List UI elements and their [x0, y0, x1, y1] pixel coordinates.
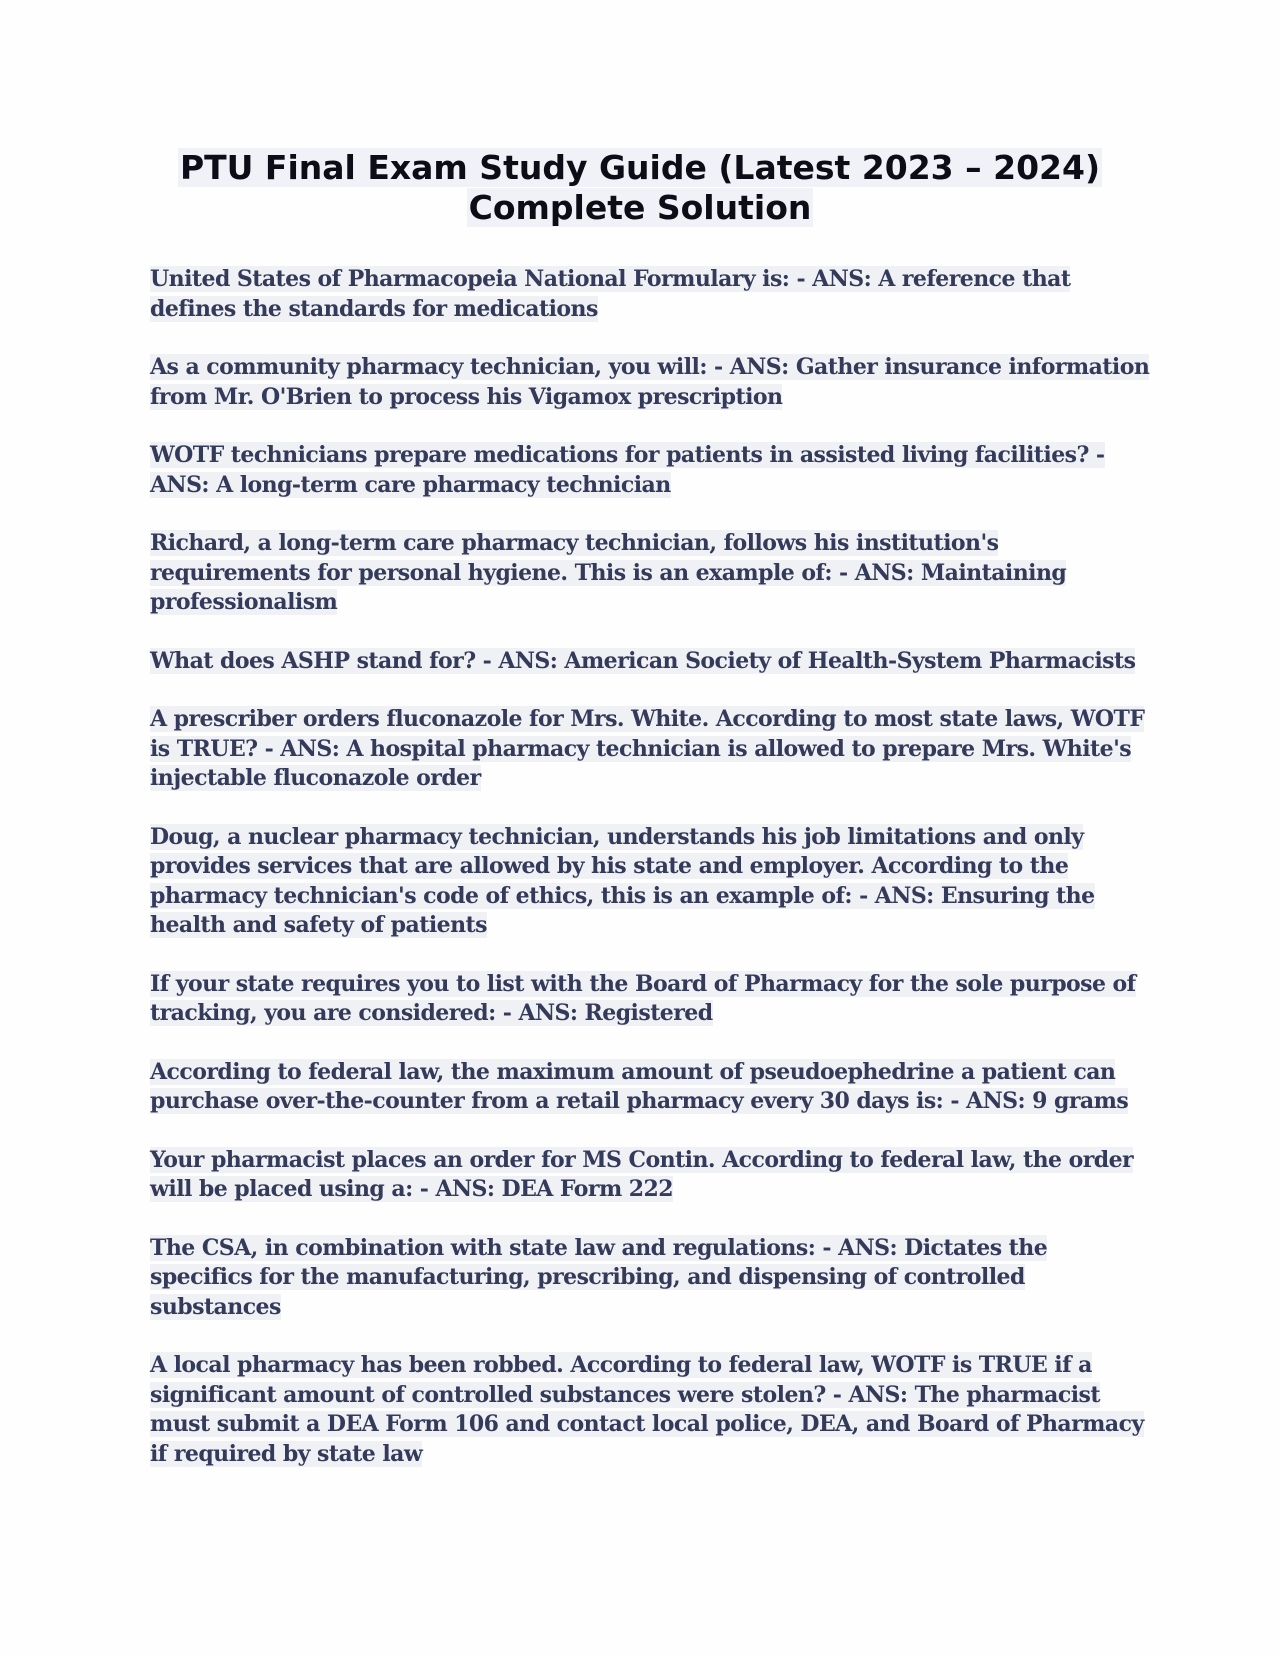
- qa-item: [150, 441, 1150, 500]
- qa-text: Richard, a long-term care pharmacy technician, follows his institution's requirements for personal hygiene. This is an example of: - ANS: Maintaining professionalism: [150, 530, 1067, 615]
- qa-item: [150, 529, 1150, 618]
- qa-item: [150, 647, 1150, 677]
- qa-list: [150, 265, 1150, 1498]
- title-line-2: Complete Solution: [468, 188, 812, 227]
- qa-text: Doug, a nuclear pharmacy technician, understands his job limitations and only provides services that are allowed by his state and employer. According to the pharmacy technician's code of ethics, this is an example of: - ANS: Ensuring the health and safety of patients: [150, 823, 1095, 938]
- qa-item: [150, 1058, 1150, 1117]
- qa-text: If your state requires you to list with the Board of Pharmacy for the sole purpose of tracking, you are considered: - ANS: Registered: [150, 970, 1136, 1026]
- qa-item: [150, 823, 1150, 941]
- page-title: [0, 148, 1280, 228]
- qa-item: [150, 970, 1150, 1029]
- qa-item: [150, 1351, 1150, 1469]
- qa-text: According to federal law, the maximum amount of pseudoephedrine a patient can purchase over-the-counter from a retail pharmacy every 30 days is: - ANS: 9 grams: [150, 1058, 1129, 1114]
- qa-text: As a community pharmacy technician, you will: - ANS: Gather insurance information from Mr. O'Brien to process his Vigamox prescription: [150, 354, 1150, 410]
- qa-item: [150, 705, 1150, 794]
- qa-item: [150, 265, 1150, 324]
- qa-text: Your pharmacist places an order for MS Contin. According to federal law, the order will be placed using a: - ANS: DEA Form 222: [150, 1146, 1134, 1202]
- title-line-1: PTU Final Exam Study Guide (Latest 2023 – 2024): [179, 148, 1101, 187]
- qa-text: A local pharmacy has been robbed. According to federal law, WOTF is TRUE if a significant amount of controlled substances were stolen? - ANS: The pharmacist must submit a DEA Form 106 and contact local police, DEA, and Board of Pharmacy if required by state law: [150, 1352, 1144, 1467]
- qa-text: United States of Pharmacopeia National Formulary is: - ANS: A reference that defines the standards for medications: [150, 266, 1071, 322]
- qa-item: [150, 1146, 1150, 1205]
- qa-item: [150, 353, 1150, 412]
- qa-text: A prescriber orders fluconazole for Mrs. White. According to most state laws, WOTF is TRUE? - ANS: A hospital pharmacy technician is allowed to prepare Mrs. White's injectable fluconazole order: [150, 706, 1145, 791]
- qa-text: What does ASHP stand for? - ANS: American Society of Health-System Pharmacists: [150, 647, 1136, 674]
- qa-text: WOTF technicians prepare medications for patients in assisted living facilities? - ANS: A long-term care pharmacy technician: [150, 442, 1105, 498]
- qa-text: The CSA, in combination with state law and regulations: - ANS: Dictates the specifics for the manufacturing, prescribing, and dispensing of controlled substances: [150, 1234, 1048, 1320]
- qa-item: [150, 1234, 1150, 1323]
